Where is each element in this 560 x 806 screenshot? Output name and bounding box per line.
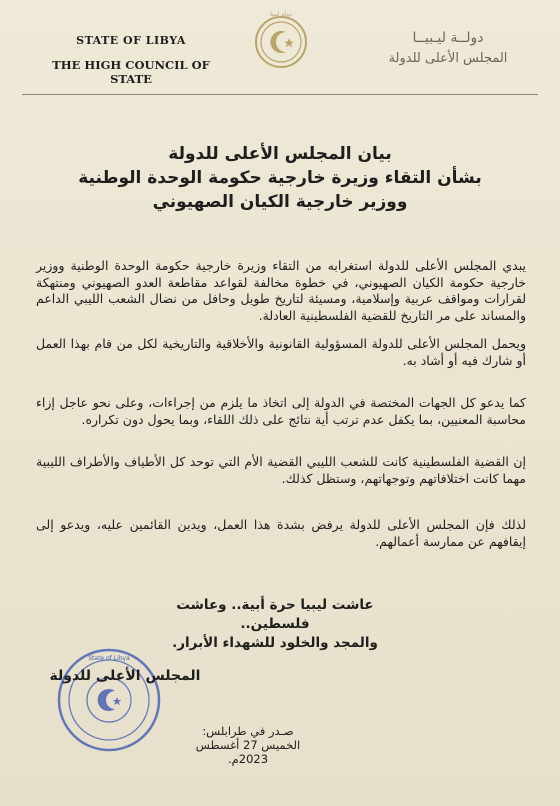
statement-paragraph: كما يدعو كل الجهات المختصة في الدولة إلى اتخاذ ما يلزم من إجراءات، وعلى نحو عاجل إزاء محاسبة المعنيين، بما يكفل عدم ترتب أية نتائج على ذلك اللقاء، وبما يحول دون تكراره. <box>36 395 526 427</box>
closing-line: والمجد والخلود للشهداء الأبرار. <box>172 635 378 651</box>
english-council-name: THE HIGH COUNCIL OF STATE <box>52 58 210 86</box>
signer-name: المجلس الأعلى للدولة <box>49 668 201 684</box>
closing-line: عاشت ليبيا حرة أبية.. وعاشت فلسطين.. <box>176 597 374 632</box>
libya-state-emblem-icon <box>253 8 309 74</box>
statement-title <box>40 142 520 214</box>
english-letterhead <box>36 34 226 86</box>
header-divider <box>22 94 538 95</box>
statement-paragraph: لذلك فإن المجلس الأعلى للدولة يرفض بشدة هذا العمل، ويدين القائمين عليه، ويدعو إلى إيقافهم عن ممارسة أعمالهم. <box>36 517 526 549</box>
title-line: بشأن التقاء وزيرة خارجية حكومة الوحدة الوطنية <box>78 168 482 188</box>
emblem-caption: دولة ليبيا <box>270 11 292 18</box>
issue-info <box>188 724 308 766</box>
council-stamp-icon <box>55 646 163 754</box>
arabic-council-name: المجلس الأعلى للدولة <box>388 51 508 66</box>
arabic-letterhead <box>368 30 528 66</box>
statement-paragraph: إن القضية الفلسطينية كانت للشعب الليبي القضية الأم التي توحد كل الأطياف والأطراف الليبية مهما كانت اختلافاتهم وتوجهاتهم، وستظل كذلك. <box>36 454 526 486</box>
closing-salutation <box>140 596 410 653</box>
arabic-state-name: دولــة ليـبيــا <box>412 30 484 46</box>
statement-paragraph: ويحمل المجلس الأعلى للدولة المسؤولية القانونية والأخلاقية والتاريخية لكل من قام بهذا العمل أو شارك فيه أو أشاد به. <box>36 336 526 368</box>
issue-place: صـدر في طرابلس: <box>202 724 294 738</box>
statement-paragraph: يبدي المجلس الأعلى للدولة استغرابه من التقاء وزيرة خارجية حكومة الوحدة الوطنية ووزير خارجية حكومة الكيان الصهيوني، في خطوة مخالفة لقواعد مقاطعة العدو الصهيوني ومنتهكة لقرارات ومواقف عربية وإسلامية، ومسيئة لتاريخ طويل وحافل من نضال الشعب الليبي الداعم والمساند على مر التاريخ للقضية الفلسطينية العادلة. <box>36 258 526 323</box>
title-line: بيان المجلس الأعلى للدولة <box>168 144 392 164</box>
english-state-name: STATE OF LIBYA <box>76 34 186 47</box>
issue-date: الخميس 27 أغسطس 2023م. <box>195 738 301 766</box>
seal-text: State of Libya <box>88 655 130 662</box>
title-line: ووزير خارجية الكيان الصهيوني <box>152 192 408 212</box>
